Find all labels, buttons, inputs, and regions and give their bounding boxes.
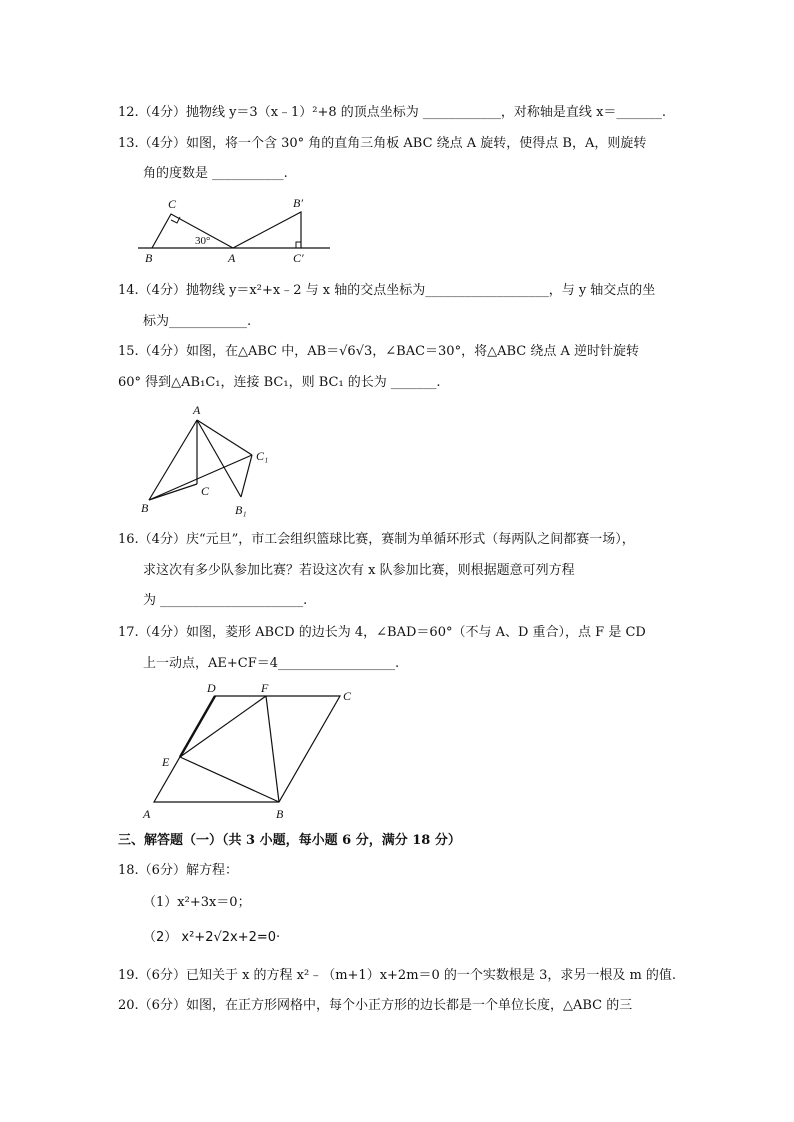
segment-eb <box>180 757 279 802</box>
label-e: E <box>162 755 170 769</box>
segment-ef <box>180 696 266 757</box>
triangle-ab-c-prime <box>233 212 301 248</box>
label-d: D <box>207 681 216 695</box>
label-b1: B₁ <box>235 503 247 517</box>
q16-text-line2: 求这次有多少队参加比赛？若设这次有 x 队参加比赛，则根据题意可列方程 <box>143 563 575 578</box>
segment-ab <box>149 420 197 500</box>
label-b: B <box>141 501 149 515</box>
q20-text: 20.（6分）如图，在正方形网格中，每个小正方形的边长都是一个单位长度，△ABC 的三 <box>118 998 633 1013</box>
label-c: C <box>168 197 177 211</box>
triangle-abc <box>152 214 233 248</box>
q15-text-line2: 60° 得到△AB₁C₁，连接 BC₁，则 BC₁ 的长为 _______. <box>118 375 441 390</box>
q16-text-line1: 16.（4分）庆“元旦”，市工会组织篮球比赛，赛制为单循环形式（每两队之间都赛一场）， <box>118 532 635 547</box>
label-c-prime: C′ <box>293 251 304 264</box>
q12-text: 12.（4分）抛物线 y＝3（x﹣1）²+8 的顶点坐标为 ____________，对称轴是直线 x＝_______. <box>118 105 667 120</box>
q18-part1: （1）x²+3x＝0； <box>143 895 251 910</box>
q13-text-line1: 13.（4分）如图，将一个含 30° 角的直角三角板 ABC 绕点 A 旋转，使得点 B，A，则旋转 <box>118 136 647 151</box>
segment-bc <box>149 484 197 500</box>
label-f: F <box>261 681 269 695</box>
label-b: B <box>145 251 153 264</box>
label-c: C <box>343 689 352 703</box>
rhombus-abcd <box>154 696 340 802</box>
q18-text: 18.（6分）解方程： <box>118 863 238 878</box>
segment-ac1 <box>197 420 252 455</box>
segment-de-bold <box>180 696 215 757</box>
q13-figure <box>135 192 335 264</box>
q14-text-line2: 标为____________. <box>143 314 252 329</box>
q15-figure <box>135 400 285 520</box>
q17-figure <box>135 680 365 825</box>
section-3-title: 三、解答题（一）（共 3 小题，每小题 6 分，满分 18 分） <box>118 833 461 848</box>
q19-text: 19.（6分）已知关于 x 的方程 x²﹣（m+1）x+2m＝0 的一个实数根是 3，求另一根及 m 的值. <box>118 968 677 983</box>
angle-label-30: 30° <box>195 235 211 247</box>
q16-text-line3: 为 ______________________. <box>143 593 308 608</box>
q17-text-line2: 上一动点，AE+CF＝4__________________. <box>143 656 400 671</box>
q17-text-line1: 17.（4分）如图，菱形 ABCD 的边长为 4，∠BAD＝60°（不与 A、D 重合），点 F 是 CD <box>118 625 646 640</box>
label-b: B <box>276 807 284 821</box>
label-a: A <box>193 403 201 417</box>
right-angle-mark-c-prime <box>296 242 301 248</box>
label-b-prime: B′ <box>293 196 303 210</box>
q13-text-line2: 角的度数是 ___________. <box>143 166 288 181</box>
label-a: A <box>228 251 236 264</box>
q18-part2: （2） x²+2√2x+2=0· <box>143 930 281 945</box>
label-c1: C₁ <box>256 449 269 463</box>
segment-b1c1 <box>241 455 252 497</box>
q14-text-line1: 14.（4分）抛物线 y＝x²+x﹣2 与 x 轴的交点坐标为___________________，与 y 轴交点的坐 <box>118 283 656 298</box>
q15-text-line1: 15.（4分）如图，在△ABC 中，AB＝√6√3，∠BAC＝30°，将△ABC 绕点 A 逆时针旋转 <box>118 344 639 359</box>
label-a: A <box>143 807 151 821</box>
segment-fb <box>266 696 279 802</box>
label-c: C <box>201 484 210 498</box>
